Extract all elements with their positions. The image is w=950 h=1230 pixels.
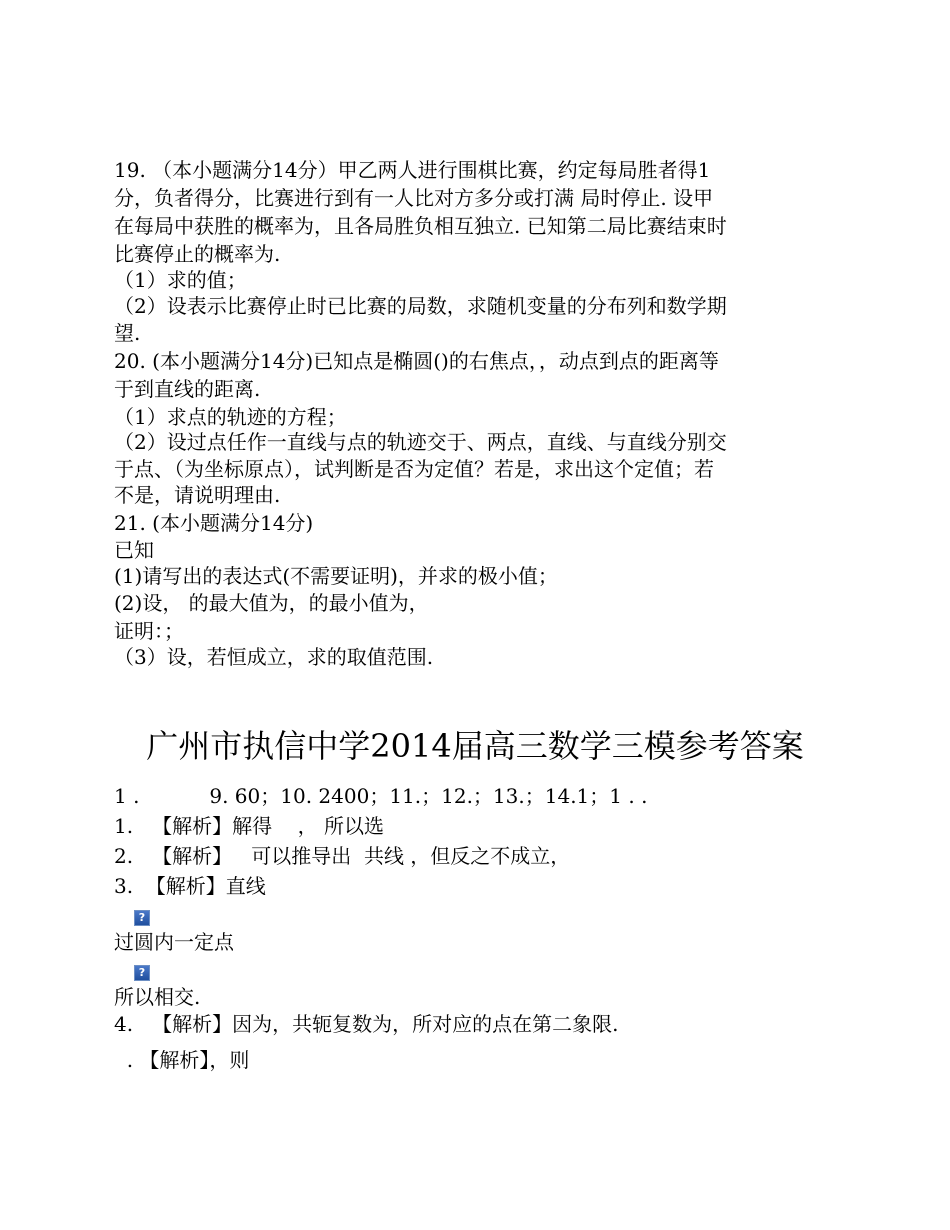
- q21-line: (2)设， 的最大值为，的最小值为，: [114, 591, 429, 615]
- answer-5: . 【解析】，则: [114, 1048, 250, 1072]
- q20-line: 不是，请说明理由.: [114, 483, 281, 507]
- q21-line: 21. (本小题满分14分): [114, 511, 314, 535]
- answer-summary: 1 . 9. 60；10. 2400；11.；12.；13.；14.1；1 . .: [114, 784, 648, 808]
- q21-line: 已知: [114, 538, 154, 562]
- q20-line: 于到直线的距离.: [114, 377, 261, 401]
- q21-line: (1)请写出的表达式(不需要证明)，并求的极小值；: [114, 564, 558, 588]
- answer-1: 1. 【解析】解得 ， 所以选: [114, 814, 384, 838]
- q19-line: （2）设表示比赛停止时已比赛的局数，求随机变量的分布列和数学期: [114, 294, 727, 318]
- q20-line: 20. (本小题满分14分)已知点是椭圆()的右焦点，，动点到点的距离等: [114, 349, 719, 373]
- q19-line: 望.: [114, 321, 141, 345]
- answer-3: 3. 【解析】直线: [114, 874, 266, 898]
- q19-line: 分，负者得分，比赛进行到有一人比对方多分或打满 局时停止. 设甲: [114, 186, 714, 210]
- answer-4: 4. 【解析】因为，共轭复数为，所对应的点在第二象限.: [114, 1012, 619, 1036]
- q20-line: 于点、（为坐标原点），试判断是否为定值？若是，求出这个定值；若: [114, 457, 714, 481]
- q19-line: 19. （本小题满分14分）甲乙两人进行围棋比赛，约定每局胜者得1: [114, 158, 711, 182]
- broken-image-icon: ?: [134, 910, 150, 926]
- q20-line: （1）求点的轨迹的方程；: [114, 405, 347, 429]
- q20-line: （2）设过点任作一直线与点的轨迹交于、两点，直线、与直线分别交: [114, 430, 727, 454]
- q19-line: 比赛停止的概率为.: [114, 242, 281, 266]
- answer-3-line3: 所以相交.: [114, 985, 201, 1009]
- answer-key-title: 广州市执信中学2014届高三数学三模参考答案: [146, 727, 804, 765]
- broken-image-icon: ?: [134, 965, 150, 981]
- answer-2: 2. 【解析】 可以推导出 共线 ，但反之不成立，: [114, 844, 571, 868]
- q21-line: （3）设，若恒成立，求的取值范围.: [114, 645, 434, 669]
- q21-line: 证明：；: [114, 619, 184, 643]
- q19-line: （1）求的值；: [114, 268, 247, 292]
- q19-line: 在每局中获胜的概率为，且各局胜负相互独立. 已知第二局比赛结束时: [114, 214, 727, 238]
- answer-3-line2: 过圆内一定点: [114, 930, 234, 954]
